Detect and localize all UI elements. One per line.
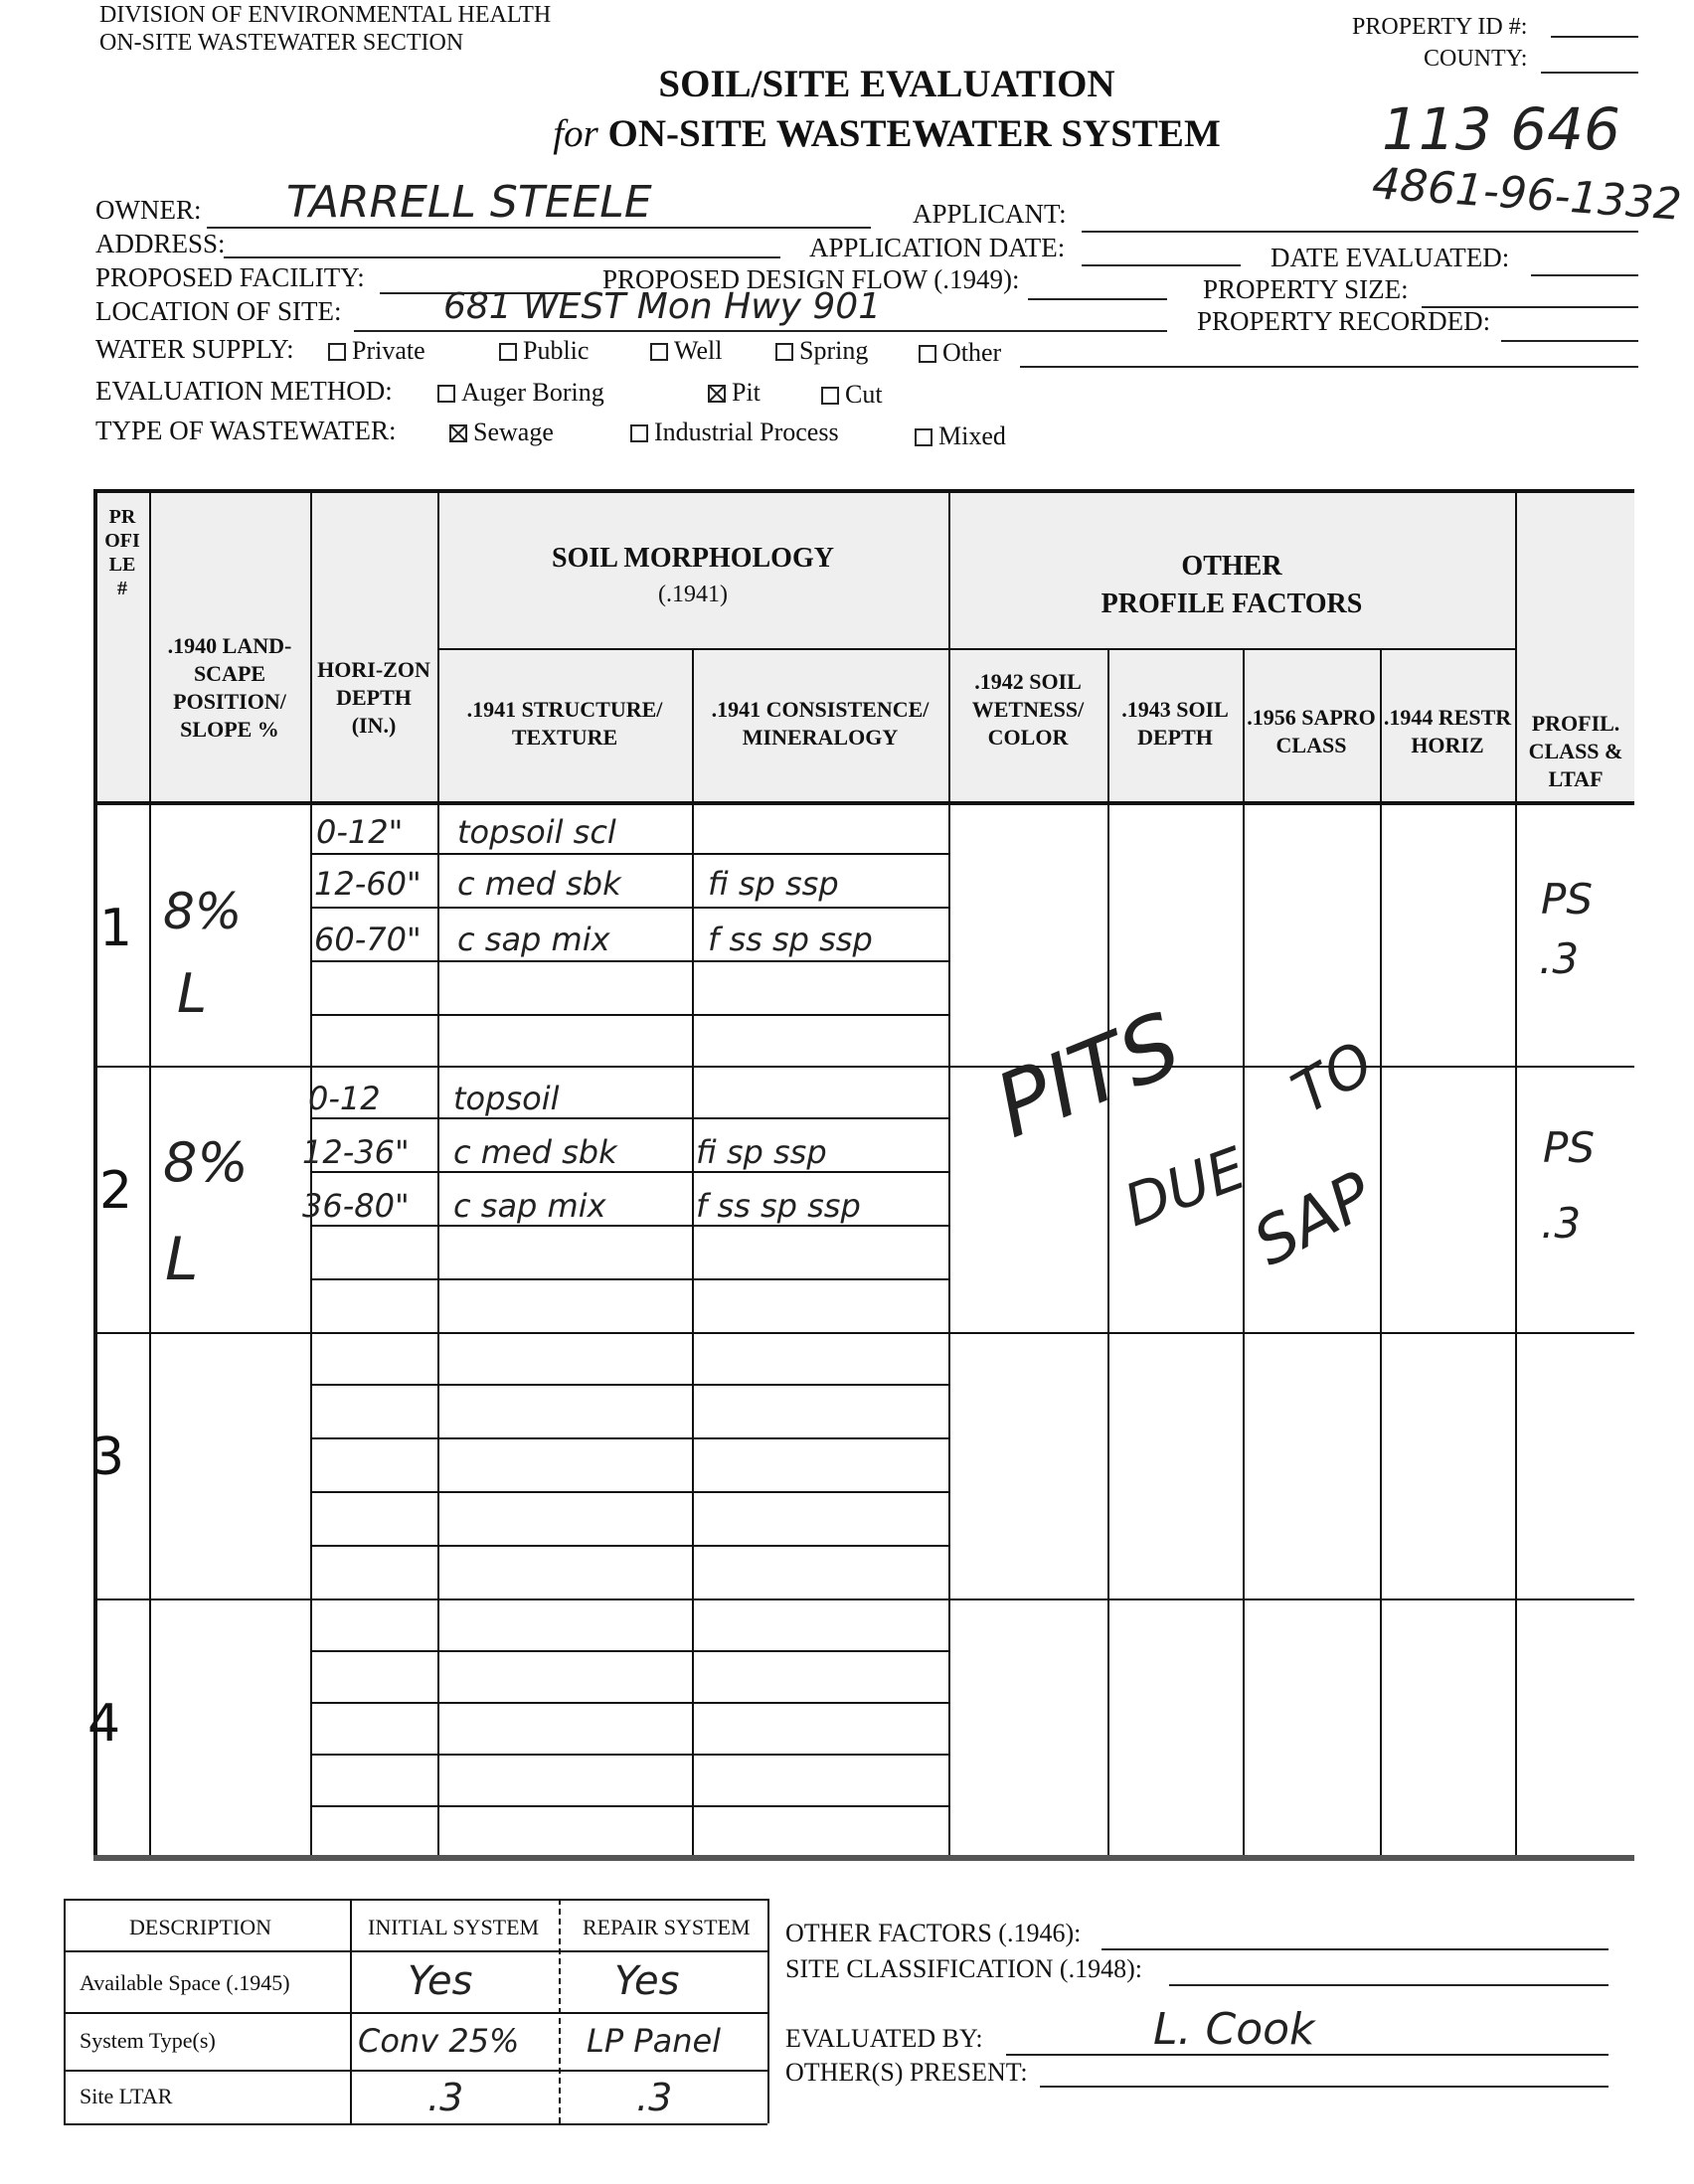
evaluation-method-auger[interactable]: Auger Boring	[437, 378, 604, 408]
site-ltar-label: Site LTAR	[80, 2084, 173, 2108]
checkbox-icon[interactable]	[650, 343, 668, 361]
site-classification-line[interactable]	[1169, 1984, 1609, 1986]
header-subdivider	[437, 648, 1515, 650]
horizon-line	[310, 1491, 948, 1493]
summary-left-border	[64, 1899, 66, 2123]
row-2-landscape[interactable]: L	[165, 1225, 199, 1294]
profile-row-1-number: 1	[99, 899, 133, 958]
date-evaluated-line[interactable]	[1531, 274, 1638, 276]
summary-top-border	[64, 1899, 767, 1901]
wastewater-label: TYPE OF WASTEWATER:	[95, 416, 397, 445]
location-label: LOCATION OF SITE:	[95, 296, 342, 326]
application-date-line[interactable]	[1082, 264, 1241, 266]
other-factors-line[interactable]	[1101, 1948, 1609, 1950]
checkbox-icon[interactable]	[919, 345, 936, 363]
profile-factors-header: PROFILE FACTORS	[1101, 588, 1363, 619]
handwritten-property-id: 113 646	[1382, 95, 1620, 163]
initial-system-header: INITIAL SYSTEM	[368, 1915, 540, 1939]
title-line2	[390, 111, 1384, 156]
design-flow-line[interactable]	[1028, 298, 1167, 300]
others-present-line[interactable]	[1040, 2086, 1609, 2088]
table-top-border	[93, 489, 1634, 493]
checked-checkbox-icon[interactable]	[708, 385, 726, 403]
evaluated-by-label: EVALUATED BY:	[785, 2024, 983, 2053]
horizon-line	[310, 1754, 948, 1756]
water-supply-label: WATER SUPPLY:	[95, 334, 294, 364]
table-left-border	[93, 489, 97, 1855]
title-line1: SOIL/SITE EVALUATION	[658, 63, 1115, 105]
owner-label: OWNER:	[95, 195, 202, 225]
annotation-sap: SAP	[1242, 1158, 1386, 1281]
water-supply-other[interactable]: Other	[919, 338, 1001, 368]
annotation-pits: PITS	[981, 992, 1195, 1158]
horizon-line	[310, 960, 948, 962]
county-line	[1541, 72, 1638, 74]
checkbox-icon[interactable]	[328, 343, 346, 361]
evaluation-method-pit[interactable]: Pit	[708, 378, 761, 408]
section-label: ON-SITE WASTEWATER SECTION	[99, 30, 464, 56]
proposed-facility-label: PROPOSED FACILITY:	[95, 262, 365, 292]
row-1-structure-2[interactable]: c med sbk	[457, 865, 621, 903]
soil-depth-header: .1943 SOIL DEPTH	[1121, 697, 1229, 750]
wastewater-industrial[interactable]: Industrial Process	[630, 418, 839, 447]
checkbox-icon[interactable]	[499, 343, 517, 361]
profile-row-3-number: 3	[91, 1428, 125, 1487]
checkbox-icon[interactable]	[821, 387, 839, 405]
checkbox-icon[interactable]	[630, 424, 648, 442]
property-recorded-label: PROPERTY RECORDED:	[1197, 306, 1491, 336]
system-type-repair[interactable]: LP Panel	[587, 2022, 722, 2060]
row-2-slope[interactable]: 8%	[163, 1131, 249, 1194]
property-size-label: PROPERTY SIZE:	[1203, 274, 1409, 304]
row-1-consistence-2[interactable]: fi sp ssp	[708, 865, 839, 903]
col-line-8	[1380, 648, 1382, 1855]
evaluation-method-label: EVALUATION METHOD:	[95, 376, 393, 406]
row-2-depth-1[interactable]: 0-12	[308, 1080, 381, 1117]
col-line-6	[1107, 648, 1109, 1855]
water-supply-other-line[interactable]	[1020, 366, 1638, 368]
repair-system-header: REPAIR SYSTEM	[583, 1915, 751, 1939]
county-label: COUNTY:	[1424, 46, 1528, 72]
summary-right-border	[767, 1899, 769, 2123]
checkbox-icon[interactable]	[437, 385, 455, 403]
row-2-depth-3[interactable]: 36-80"	[302, 1187, 410, 1225]
horizon-line	[310, 1117, 948, 1119]
row-2-depth-2[interactable]: 12-36"	[302, 1133, 410, 1171]
division-label: DIVISION OF ENVIRONMENTAL HEALTH	[99, 2, 552, 28]
soil-morphology-sub: (.1941)	[658, 582, 728, 607]
applicant-label: APPLICANT:	[913, 199, 1067, 229]
soil-wetness-header: .1942 SOIL WETNESS/ COLOR	[971, 669, 1085, 750]
annotation-due: DUE	[1115, 1133, 1255, 1241]
available-space-label: Available Space (.1945)	[80, 1970, 290, 1995]
site-classification-label: SITE CLASSIFICATION (.1948):	[785, 1954, 1142, 1983]
checked-checkbox-icon[interactable]	[449, 424, 467, 442]
row-1-depth-2[interactable]: 12-60"	[314, 865, 422, 903]
horizon-line	[310, 1384, 948, 1386]
profile-number-header: PROFILE #	[104, 506, 140, 599]
checkbox-icon[interactable]	[915, 428, 932, 446]
landscape-header: .1940 LAND-SCAPE POSITION/ SLOPE %	[167, 633, 292, 742]
row-divider-3	[93, 1598, 1634, 1600]
horizon-line	[310, 1171, 948, 1173]
available-space-initial[interactable]: Yes	[408, 1958, 473, 2004]
summary-bottom-border	[64, 2123, 767, 2125]
summary-row-border	[64, 2012, 767, 2014]
row-2-structure-2[interactable]: c med sbk	[453, 1133, 617, 1171]
location-line[interactable]	[354, 330, 1167, 332]
horizon-depth-header: HORI-ZON DEPTH (IN.)	[317, 657, 430, 738]
other-header: OTHER	[1181, 551, 1282, 582]
available-space-repair[interactable]: Yes	[614, 1958, 680, 2004]
col-line-4	[692, 648, 694, 1855]
property-id-label: PROPERTY ID #:	[1352, 14, 1528, 40]
row-1-depth-1[interactable]: 0-12"	[316, 813, 404, 851]
wastewater-sewage[interactable]: Sewage	[449, 418, 554, 447]
structure-texture-header: .1941 STRUCTURE/ TEXTURE	[466, 697, 663, 750]
consistence-mineralogy-header: .1941 CONSISTENCE/ MINERALOGY	[711, 697, 930, 750]
others-present-label: OTHER(S) PRESENT:	[785, 2058, 1028, 2087]
row-2-structure-1[interactable]: topsoil	[453, 1080, 560, 1117]
system-type-label: System Type(s)	[80, 2028, 216, 2053]
summary-row-border	[64, 2070, 767, 2072]
profile-class-header: PROFIL. CLASS & LTAF	[1528, 711, 1623, 791]
water-supply-public[interactable]: Public	[499, 336, 589, 366]
summary-col-line	[350, 1899, 352, 2123]
row-divider-2	[93, 1332, 1634, 1334]
horizon-line	[310, 1278, 948, 1280]
horizon-line	[310, 907, 948, 909]
evaluation-method-cut[interactable]: Cut	[821, 380, 883, 410]
row-1-profile-class[interactable]: PS	[1541, 875, 1593, 924]
horizon-line	[310, 1702, 948, 1704]
summary-col-line	[559, 1899, 561, 2123]
title-for: for	[553, 112, 598, 155]
summary-header-border	[64, 1950, 767, 1952]
system-type-initial[interactable]: Conv 25%	[358, 2022, 520, 2060]
row-1-consistence-3[interactable]: f ss sp ssp	[708, 921, 873, 958]
row-2-consistence-2[interactable]: fi sp ssp	[696, 1133, 827, 1171]
address-line[interactable]	[224, 256, 780, 258]
profile-row-4-number: 4	[87, 1694, 121, 1754]
horizon-line	[310, 1437, 948, 1439]
restr-horiz-header: .1944 RESTR HORIZ	[1383, 705, 1512, 757]
site-ltar-repair[interactable]: .3	[636, 2076, 673, 2119]
row-2-ltar[interactable]: .3	[1541, 1199, 1582, 1248]
row-1-structure-3[interactable]: c sap mix	[457, 921, 610, 958]
horizon-line	[310, 1225, 948, 1227]
design-flow-label: PROPOSED DESIGN FLOW (.1949):	[602, 264, 1020, 294]
evaluated-by-signature[interactable]: L. Cook	[1153, 2004, 1315, 2055]
owner-value[interactable]: TARRELL STEELE	[286, 177, 652, 228]
water-supply-spring[interactable]: Spring	[775, 336, 868, 366]
row-1-ltar[interactable]: .3	[1539, 934, 1580, 983]
col-line-9	[1515, 491, 1517, 1855]
header-bottom-border	[93, 801, 1634, 805]
application-date-label: APPLICATION DATE:	[809, 233, 1066, 262]
row-1-depth-3[interactable]: 60-70"	[314, 921, 422, 958]
table-bottom-border	[93, 1855, 1634, 1861]
title-system: ON-SITE WASTEWATER SYSTEM	[607, 112, 1221, 155]
row-1-landscape[interactable]: L	[177, 962, 208, 1025]
horizon-line	[310, 1545, 948, 1547]
date-evaluated-label: DATE EVALUATED:	[1270, 243, 1510, 272]
property-id-line	[1551, 36, 1638, 38]
horizon-line	[310, 1014, 948, 1016]
checkbox-icon[interactable]	[775, 343, 793, 361]
horizon-line	[310, 1650, 948, 1652]
applicant-line[interactable]	[1082, 231, 1638, 233]
row-2-profile-class[interactable]: PS	[1543, 1123, 1595, 1172]
soil-morphology-header: SOIL MORPHOLOGY	[552, 543, 834, 574]
row-2-structure-3[interactable]: c sap mix	[453, 1187, 606, 1225]
col-line-7	[1243, 648, 1245, 1855]
profile-row-2-number: 2	[99, 1161, 133, 1221]
water-supply-well[interactable]: Well	[650, 336, 722, 366]
location-value[interactable]: 681 WEST Mon Hwy 901	[443, 286, 882, 327]
description-header: DESCRIPTION	[129, 1915, 272, 1939]
row-divider-1	[93, 1066, 1634, 1068]
horizon-line	[310, 1805, 948, 1807]
other-factors-label: OTHER FACTORS (.1946):	[785, 1919, 1082, 1947]
wastewater-mixed[interactable]: Mixed	[915, 421, 1006, 451]
address-label: ADDRESS:	[95, 229, 226, 258]
horizon-line	[310, 853, 948, 855]
site-ltar-initial[interactable]: .3	[427, 2076, 464, 2119]
row-2-consistence-3[interactable]: f ss sp ssp	[696, 1187, 861, 1225]
annotation-to: TO	[1280, 1028, 1385, 1127]
handwritten-parcel-number: 4861-96-1332	[1370, 158, 1684, 231]
property-recorded-line[interactable]	[1501, 340, 1638, 342]
row-1-structure-1[interactable]: topsoil scl	[457, 813, 616, 851]
row-1-slope[interactable]: 8%	[163, 883, 243, 940]
water-supply-private[interactable]: Private	[328, 336, 425, 366]
sapro-class-header: .1956 SAPRO CLASS	[1247, 705, 1376, 757]
